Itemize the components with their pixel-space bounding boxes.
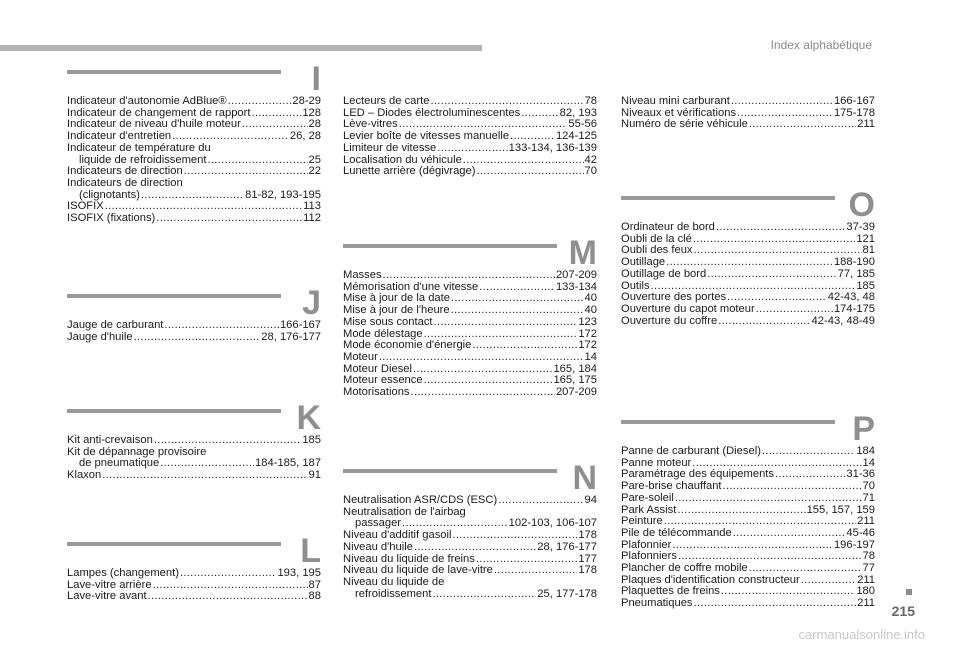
- entry-pages: 112: [303, 212, 321, 225]
- entry-term: Lampes (changement): [67, 567, 179, 579]
- entry-term: Niveau du liquide de: [343, 575, 445, 588]
- index-entry: [67, 190, 321, 202]
- index-entry: [343, 317, 597, 329]
- index-entry: [67, 591, 321, 603]
- entry-term: Niveau mini carburant: [621, 95, 730, 107]
- entry-term: Indicateur de niveau d'huile moteur: [67, 118, 241, 131]
- entry-pages: 28: [308, 118, 321, 131]
- index-entry: [343, 577, 597, 589]
- index-entry: [343, 542, 597, 554]
- entry-pages: 77: [862, 562, 875, 575]
- dot-leader: [693, 234, 855, 246]
- entry-pages: 42: [584, 153, 597, 166]
- entry-pages: 207-209: [555, 386, 597, 399]
- section-divider: [67, 294, 281, 298]
- entry-pages: 211: [857, 573, 875, 586]
- index-entry: [343, 143, 597, 155]
- index-entry: [621, 269, 875, 281]
- entry-pages: 91: [308, 469, 321, 482]
- entry-pages: 70: [862, 480, 875, 493]
- entry-pages: 211: [857, 118, 875, 131]
- section-letter: M: [568, 234, 597, 272]
- entry-pages: 70: [584, 165, 597, 178]
- dot-leader: [148, 591, 308, 603]
- dot-leader: [749, 119, 856, 131]
- dot-leader: [801, 575, 856, 587]
- index-entry: [621, 222, 875, 234]
- index-entry: [621, 316, 875, 328]
- entry-list: [343, 96, 597, 178]
- dot-leader: [494, 565, 577, 577]
- entry-term: Indicateur de changement de rapport: [67, 106, 251, 119]
- dot-leader: [716, 222, 845, 234]
- entry-list: [343, 270, 597, 399]
- dot-leader: [383, 270, 555, 282]
- index-entry: [67, 568, 321, 580]
- index-entry: [67, 96, 321, 108]
- index-entry: [67, 213, 321, 225]
- dot-leader: [156, 213, 302, 225]
- entry-pages: 81-82, 193-195: [245, 188, 321, 201]
- entry-term: Motorisations: [343, 386, 410, 399]
- entry-term: Mode délestage: [343, 327, 423, 340]
- entry-pages: 121: [856, 232, 875, 245]
- entry-pages: 184-185, 187: [255, 457, 321, 470]
- entry-term: Park Assist: [621, 503, 677, 516]
- dot-leader: [775, 469, 845, 481]
- dot-leader: [153, 580, 308, 592]
- entry-term: Plaquettes de freins: [621, 585, 720, 598]
- entry-term: Lève-vitres: [343, 118, 398, 131]
- dot-leader: [463, 155, 584, 167]
- entry-term: Panne de carburant (Diesel): [621, 445, 761, 457]
- entry-list: [67, 568, 321, 603]
- entry-list: [621, 446, 875, 610]
- dot-leader: [102, 470, 307, 482]
- entry-list: [67, 435, 321, 482]
- entry-pages: 133-134: [555, 280, 597, 293]
- entry-pages: 177: [578, 552, 597, 565]
- entry-term: Moteur essence: [343, 374, 423, 387]
- index-entry: [621, 493, 875, 505]
- entry-term: Niveau d'additif gasoil: [343, 529, 452, 542]
- dot-leader: [762, 446, 855, 458]
- entry-pages: 133-134, 136-139: [508, 141, 597, 154]
- section-divider: [67, 70, 281, 74]
- entry-term: Oubli des feux: [621, 244, 693, 257]
- index-entry: [67, 320, 321, 332]
- index-entry: [621, 528, 875, 540]
- dot-leader: [451, 305, 584, 317]
- header-bar: [0, 45, 482, 51]
- entry-term: Masses: [343, 269, 382, 281]
- entry-term: Outillage: [621, 256, 666, 269]
- entry-pages: 211: [857, 515, 875, 528]
- entry-pages: 94: [584, 494, 597, 506]
- entry-term: Pare-soleil: [621, 491, 674, 504]
- entry-term: Mise à jour de la date: [343, 292, 450, 305]
- entry-pages: 14: [584, 350, 597, 363]
- dot-leader: [432, 589, 536, 601]
- index-entry: [343, 589, 597, 601]
- entry-term: Moteur: [343, 350, 378, 363]
- dot-leader: [694, 598, 857, 610]
- entry-pages: 45-46: [846, 526, 875, 539]
- entry-pages: 123: [578, 315, 597, 328]
- dot-leader: [731, 96, 833, 108]
- entry-term: Kit anti-crevaison: [67, 434, 153, 446]
- entry-term: Localisation du véhicule: [343, 153, 462, 166]
- entry-pages: 40: [584, 304, 597, 317]
- section-divider: [67, 409, 281, 413]
- dot-leader: [718, 316, 810, 328]
- entry-term: Mise sous contact: [343, 315, 433, 328]
- dot-leader: [379, 352, 584, 364]
- entry-term: Levier boîte de vitesses manuelle: [343, 130, 510, 143]
- entry-term: Ouverture du coffre: [621, 314, 718, 327]
- entry-term: Ouverture du capot moteur: [621, 302, 755, 315]
- entry-list: [621, 222, 875, 327]
- entry-pages: 207-209: [555, 269, 597, 281]
- entry-term: Indicateur d'entretien: [67, 130, 172, 143]
- entry-pages: 178: [578, 564, 597, 577]
- dot-leader: [498, 495, 583, 507]
- entry-term: ISOFIX (fixations): [67, 212, 156, 225]
- dot-leader: [228, 96, 292, 108]
- entry-pages: 26, 28: [289, 130, 321, 143]
- dot-leader: [141, 190, 244, 202]
- index-entry: [67, 458, 321, 470]
- entry-term: Oubli de la clé: [621, 232, 692, 245]
- dot-leader: [472, 340, 577, 352]
- entry-term: liquide de refroidissement: [79, 153, 207, 166]
- dot-leader: [184, 166, 308, 178]
- entry-term: Niveau du liquide de freins: [343, 552, 475, 565]
- entry-pages: 22: [308, 165, 321, 178]
- entry-list: [67, 320, 321, 343]
- entry-term: Niveau du liquide de lave-vitre: [343, 564, 493, 577]
- dot-leader: [134, 332, 261, 344]
- entry-pages: 42-43, 48: [827, 291, 875, 304]
- entry-term: Moteur Diesel: [343, 362, 413, 375]
- entry-pages: 184: [856, 445, 875, 457]
- entry-pages: 196-197: [833, 538, 875, 551]
- section-letter: I: [311, 60, 321, 98]
- entry-pages: 155, 157, 159: [806, 503, 875, 516]
- entry-pages: 40: [584, 292, 597, 305]
- dot-leader: [677, 505, 805, 517]
- entry-pages: 28-29: [292, 95, 321, 107]
- entry-term: de pneumatique: [79, 457, 160, 470]
- entry-term: Jauge de carburant: [67, 319, 164, 331]
- index-entry: [621, 563, 875, 575]
- entry-term: Outils: [621, 279, 650, 292]
- entry-list: [67, 96, 321, 225]
- dot-leader: [479, 282, 555, 294]
- entry-term: Pare-brise chauffant: [621, 480, 722, 493]
- entry-term: Mise à jour de l'heure: [343, 304, 450, 317]
- entry-pages: 178: [578, 529, 597, 542]
- entry-pages: 165, 184: [553, 362, 597, 375]
- entry-pages: 113: [303, 200, 321, 213]
- entry-pages: 81: [862, 244, 875, 257]
- entry-pages: 78: [584, 95, 597, 107]
- index-entry: [343, 352, 597, 364]
- index-entry: [67, 178, 321, 190]
- entry-term: LED – Diodes électroluminescentes: [343, 106, 521, 119]
- entry-pages: 211: [857, 597, 875, 610]
- entry-pages: 88: [308, 590, 321, 603]
- index-entry: [67, 470, 321, 482]
- entry-pages: 165, 175: [553, 374, 597, 387]
- index-entry: [621, 304, 875, 316]
- entry-term: Pneumatiques: [621, 597, 693, 610]
- entry-pages: 28, 176-177: [261, 330, 321, 343]
- dot-leader: [414, 542, 536, 554]
- entry-pages: 78: [862, 550, 875, 563]
- entry-pages: 42-43, 48-49: [811, 314, 875, 327]
- dot-leader: [721, 586, 855, 598]
- dot-leader: [207, 155, 307, 167]
- entry-term: Neutralisation ASR/CDS (ESC): [343, 494, 498, 506]
- entry-term: (clignotants): [79, 188, 140, 201]
- index-entry: [621, 598, 875, 610]
- entry-term: Indicateurs de direction: [67, 165, 183, 178]
- entry-pages: 166-167: [279, 319, 321, 331]
- dot-leader: [164, 320, 279, 332]
- section-divider: [621, 420, 835, 424]
- index-entry: [621, 96, 875, 108]
- entry-pages: 102-103, 106-107: [508, 517, 597, 530]
- header-title: Index alphabétique: [770, 38, 872, 52]
- entry-term: Indicateur d'autonomie AdBlue®: [67, 95, 227, 107]
- dot-leader: [424, 375, 553, 387]
- dot-leader: [434, 317, 578, 329]
- entry-term: Neutralisation de l'airbag: [343, 505, 466, 518]
- entry-pages: 55-56: [568, 118, 597, 131]
- entry-pages: 25: [308, 153, 321, 166]
- section-letter: P: [852, 410, 875, 448]
- dot-leader: [476, 166, 583, 178]
- dot-leader: [413, 364, 552, 376]
- dot-leader: [430, 96, 583, 108]
- dot-leader: [521, 108, 558, 120]
- entry-pages: 87: [308, 578, 321, 591]
- entry-list: [621, 96, 875, 131]
- index-entry: [67, 143, 321, 155]
- dot-leader: [160, 458, 254, 470]
- entry-pages: 175-178: [833, 106, 875, 119]
- entry-pages: 172: [578, 327, 597, 340]
- dot-leader: [675, 493, 862, 505]
- section-letter: O: [848, 186, 875, 224]
- entry-pages: 14: [862, 456, 875, 469]
- entry-term: Niveau d'huile: [343, 540, 413, 553]
- entry-list: [343, 495, 597, 600]
- watermark: carmanualsonline.info: [798, 627, 925, 642]
- entry-term: Indicateurs de direction: [67, 176, 183, 189]
- entry-term: Mémorisation d'une vitesse: [343, 280, 479, 293]
- entry-term: Peinture: [621, 515, 663, 528]
- entry-term: Numéro de série véhicule: [621, 118, 748, 131]
- section-letter: L: [300, 532, 321, 570]
- index-entry: [343, 340, 597, 352]
- index-entry: [621, 446, 875, 458]
- entry-term: Plancher de coffre mobile: [621, 562, 748, 575]
- index-entry: [67, 332, 321, 344]
- dot-leader: [756, 304, 833, 316]
- entry-pages: 172: [578, 339, 597, 352]
- entry-pages: 124-125: [555, 130, 597, 143]
- entry-pages: 180: [856, 585, 875, 598]
- section-divider: [621, 196, 835, 200]
- dot-leader: [411, 387, 555, 399]
- section-divider: [67, 542, 281, 546]
- entry-term: Plafonnier: [621, 538, 672, 551]
- section-divider: [343, 244, 557, 248]
- entry-term: Ordinateur de bord: [621, 221, 715, 233]
- entry-term: Indicateur de température du: [67, 141, 211, 154]
- entry-pages: 185: [302, 434, 321, 446]
- entry-term: Kit de dépannage provisoire: [67, 445, 207, 458]
- entry-pages: 185: [856, 279, 875, 292]
- entry-term: Limiteur de vitesse: [343, 141, 437, 154]
- dot-leader: [733, 528, 846, 540]
- index-entry: [343, 387, 597, 399]
- entry-term: Ouverture des portes: [621, 291, 727, 304]
- entry-pages: 174-175: [833, 302, 875, 315]
- entry-term: Panne moteur: [621, 456, 692, 469]
- entry-term: Plaques d'identification constructeur: [621, 573, 800, 586]
- dot-leader: [451, 293, 584, 305]
- entry-term: Outillage de bord: [621, 267, 707, 280]
- entry-term: Lave-vitre arrière: [67, 578, 152, 591]
- entry-pages: 31-36: [846, 468, 875, 481]
- entry-pages: 77, 185: [837, 267, 875, 280]
- section-letter: N: [572, 459, 597, 497]
- dot-leader: [723, 481, 862, 493]
- page-marker: [906, 589, 912, 595]
- page-number: 215: [891, 603, 915, 619]
- index-entry: [343, 96, 597, 108]
- entry-pages: 28, 176-177: [537, 540, 597, 553]
- entry-pages: 193, 195: [277, 567, 321, 579]
- entry-term: Niveaux et vérifications: [621, 106, 737, 119]
- section-letter: J: [302, 284, 321, 322]
- entry-pages: 25, 177-178: [537, 587, 597, 600]
- entry-pages: 71: [862, 491, 875, 504]
- entry-term: Pile de télécommande: [621, 526, 732, 539]
- entry-term: refroidissement: [355, 587, 432, 600]
- entry-term: Lave-vitre avant: [67, 590, 147, 603]
- entry-pages: 82, 193: [559, 106, 597, 119]
- section-letter: K: [296, 399, 321, 437]
- dot-leader: [251, 108, 301, 120]
- index-entry: [621, 119, 875, 131]
- entry-term: Jauge d'huile: [67, 330, 133, 343]
- index-entry: [343, 270, 597, 282]
- entry-term: Lecteurs de carte: [343, 95, 430, 107]
- entry-term: Lunette arrière (dégivrage): [343, 165, 476, 178]
- section-divider: [343, 469, 557, 473]
- entry-term: passager: [355, 517, 402, 530]
- dot-leader: [180, 568, 277, 580]
- entry-pages: 128: [302, 106, 321, 119]
- entry-term: ISOFIX: [67, 200, 104, 213]
- dot-leader: [707, 269, 836, 281]
- entry-term: Plafonniers: [621, 550, 677, 563]
- dot-leader: [672, 540, 833, 552]
- dot-leader: [737, 108, 833, 120]
- entry-term: Klaxon: [67, 469, 102, 482]
- entry-pages: 188-190: [833, 256, 875, 269]
- entry-term: Mode économie d'énergie: [343, 339, 472, 352]
- dot-leader: [749, 563, 862, 575]
- entry-pages: 37-39: [846, 221, 875, 233]
- dot-leader: [437, 143, 507, 155]
- entry-pages: 166-167: [833, 95, 875, 107]
- index-entry: [343, 166, 597, 178]
- entry-term: Paramétrage des équipements: [621, 468, 774, 481]
